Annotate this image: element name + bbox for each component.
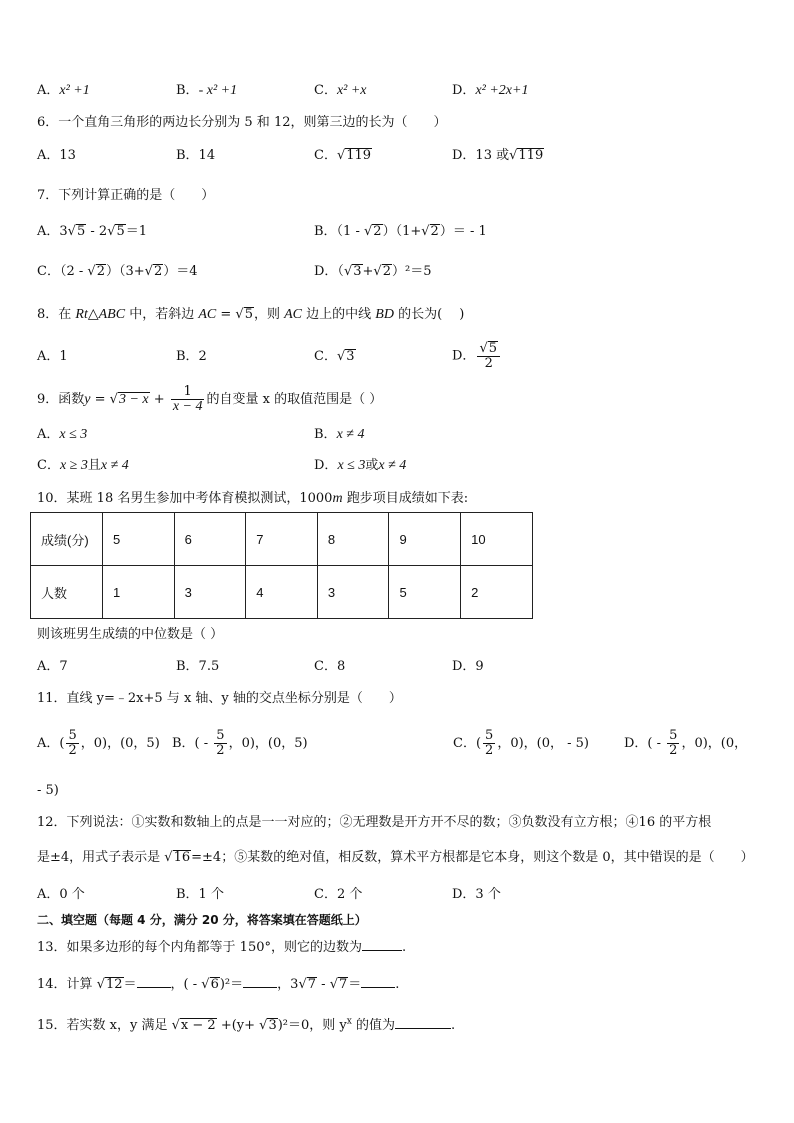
radicand: 12 xyxy=(105,977,123,992)
q8-option-b[interactable]: B．2 xyxy=(176,349,207,364)
table-cell: 1 xyxy=(102,566,174,619)
radicand: 2 xyxy=(96,264,105,279)
q11-option-d[interactable] xyxy=(624,729,747,758)
numerator: 1 xyxy=(171,385,205,400)
table-cell: 8 xyxy=(317,513,389,566)
q12-option-c[interactable]: C．2 个 xyxy=(314,887,363,902)
q5-option-a[interactable] xyxy=(37,82,90,100)
math-symbol: m xyxy=(332,491,343,506)
option-expr: x ≤ 3 xyxy=(337,458,366,473)
q9-option-a[interactable] xyxy=(37,426,87,444)
option-expr: - x² +1 xyxy=(198,83,238,98)
text: ＝ xyxy=(123,977,137,992)
text: )²＝0，则 y xyxy=(277,1018,347,1033)
score-table xyxy=(30,512,533,619)
option-label: D． xyxy=(452,348,476,364)
q9-option-c[interactable] xyxy=(37,457,129,475)
radical-sign: √ xyxy=(109,392,118,407)
radical-sign: √ xyxy=(235,307,244,322)
denominator: 2 xyxy=(216,743,225,758)
radicand: 7 xyxy=(338,977,348,992)
text: . xyxy=(402,940,407,955)
radical-sign: √ xyxy=(164,850,173,865)
q8-option-a[interactable]: A．1 xyxy=(37,349,68,364)
q12-option-a[interactable]: A．0 个 xyxy=(37,887,85,902)
option-expr: x ≠ 4 xyxy=(100,458,129,473)
text: 13．如果多边形的每个内角都等于 150°，则它的边数为 xyxy=(37,940,362,955)
table-cell: 成绩(分) xyxy=(31,513,103,566)
numerator: 5 xyxy=(485,728,494,743)
numerator: 5 xyxy=(669,728,678,743)
text: 10．某班 18 名男生参加中考体育模拟测试，1000 xyxy=(37,491,333,506)
denominator: 2 xyxy=(484,356,493,371)
text: ，0)，(0， xyxy=(681,736,748,751)
radical-sign: √ xyxy=(201,977,210,992)
math-symbol: Rt△ABC xyxy=(75,307,126,322)
option-label: C． xyxy=(314,148,337,163)
fraction xyxy=(66,729,78,758)
radicand: 2 xyxy=(430,224,439,239)
option-expr: x² +2x+1 xyxy=(475,83,529,98)
radical-sign: √ xyxy=(336,148,346,163)
answer-blank[interactable] xyxy=(395,1016,451,1029)
radical-sign: √ xyxy=(96,977,105,992)
table-cell: 3 xyxy=(174,566,246,619)
text: + xyxy=(362,264,374,279)
text: + xyxy=(149,392,169,407)
text: = xyxy=(90,392,110,407)
radical-sign: √ xyxy=(67,224,76,239)
q7-option-a[interactable] xyxy=(37,223,147,241)
option-label: D． xyxy=(452,83,476,98)
option-label: C． xyxy=(314,83,337,98)
denominator: 2 xyxy=(669,743,678,758)
text: C．（2 - xyxy=(37,264,88,279)
radical-sign: √ xyxy=(107,224,116,239)
text: 是±4，用式子表示是 xyxy=(37,850,165,865)
option-label: C． xyxy=(314,349,337,364)
radicand: 119 xyxy=(518,148,544,163)
text: ）（3+ xyxy=(105,264,145,279)
option-label: A． xyxy=(37,83,60,98)
radical-sign: √ xyxy=(479,341,488,356)
q11-option-a[interactable] xyxy=(37,729,160,758)
table-cell: 6 xyxy=(174,513,246,566)
q7-option-c[interactable] xyxy=(37,263,198,281)
table-cell: 2 xyxy=(461,566,533,619)
option-label: D．13 或 xyxy=(452,148,510,163)
q10-stem xyxy=(37,490,468,508)
text: B．( - xyxy=(172,736,213,751)
text: - 2 xyxy=(86,224,108,239)
text: 且 xyxy=(87,458,101,473)
table-cell: 5 xyxy=(102,513,174,566)
text: 或 xyxy=(365,458,379,473)
text: C．( xyxy=(453,736,482,751)
fraction xyxy=(171,385,205,414)
text: ，则 xyxy=(253,307,285,322)
q15-stem xyxy=(37,1016,455,1035)
q10-option-b[interactable]: B．7.5 xyxy=(176,659,220,674)
radicand: 2 xyxy=(373,224,382,239)
q5-option-b[interactable] xyxy=(176,82,237,100)
radical-sign: √ xyxy=(421,224,430,239)
text: +(y+ xyxy=(216,1018,260,1033)
q7-stem: 7．下列计算正确的是（ ） xyxy=(37,188,215,203)
q5-option-c[interactable] xyxy=(314,82,367,100)
q10-option-c[interactable]: C．8 xyxy=(314,659,346,674)
option-label: B． xyxy=(314,427,337,442)
radicand: 2 xyxy=(153,264,163,279)
text: 15．若实数 x，y 满足 xyxy=(37,1018,172,1033)
radical-sign: √ xyxy=(509,148,518,163)
radical-sign: √ xyxy=(171,1018,180,1033)
radical-sign: √ xyxy=(336,349,346,364)
option-expr: x² +1 xyxy=(59,83,90,98)
q12-stem-line1: 12．下列说法：①实数和数轴上的点是一一对应的；②无理数是开方开不尽的数；③负数没有立方根；④16 的平方根 xyxy=(37,815,712,830)
radicand: 3 xyxy=(346,349,355,364)
q12-option-d[interactable]: D．3 个 xyxy=(452,887,501,902)
q10-option-a[interactable]: A．7 xyxy=(37,659,68,674)
denominator: x − 4 xyxy=(172,399,203,414)
q9-option-b[interactable] xyxy=(314,426,364,444)
q13-stem xyxy=(37,938,406,957)
text: )²＝ xyxy=(219,977,244,992)
text: 的值为 xyxy=(351,1018,395,1033)
option-label: C． xyxy=(37,458,60,473)
table-cell: 人数 xyxy=(31,566,103,619)
text: . xyxy=(450,1018,456,1033)
fraction xyxy=(483,729,495,758)
superscript: x xyxy=(346,1016,352,1027)
text: ，0)，(0，5) xyxy=(80,736,160,751)
answer-blank[interactable] xyxy=(362,938,402,951)
radical-sign: √ xyxy=(373,264,382,279)
radical-sign: √ xyxy=(363,224,373,239)
table-cell: 4 xyxy=(246,566,318,619)
text: ）＝4 xyxy=(163,264,198,279)
radicand: 5 xyxy=(116,224,125,239)
option-expr: x² +x xyxy=(336,83,367,98)
radical-sign: √ xyxy=(259,1018,268,1033)
radicand: 3 xyxy=(353,264,362,279)
table-cell: 10 xyxy=(461,513,533,566)
text: 中，若斜边 xyxy=(125,307,199,322)
answer-blank[interactable] xyxy=(243,975,277,988)
fraction xyxy=(477,341,500,371)
text: ，( - xyxy=(170,977,202,992)
text: 跑步项目成绩如下表: xyxy=(342,491,469,506)
text: = xyxy=(216,307,236,322)
numerator xyxy=(477,341,500,357)
denominator: 2 xyxy=(485,743,494,758)
option-expr: x ≠ 4 xyxy=(336,427,365,442)
text: 的长为( ) xyxy=(393,307,465,322)
text: A．3 xyxy=(37,224,68,239)
q7-option-b[interactable] xyxy=(314,223,487,241)
q8-option-d[interactable] xyxy=(452,341,502,371)
option-label: A． xyxy=(37,427,60,442)
text: - xyxy=(317,977,330,992)
text: B．（1 - xyxy=(314,224,364,239)
q10-question: 则该班男生成绩的中位数是（ ） xyxy=(37,627,224,642)
radicand: 5 xyxy=(76,224,86,239)
text: 9．函数 xyxy=(37,392,85,407)
math-symbol: AC xyxy=(284,307,302,322)
math-symbol: y xyxy=(84,392,91,407)
radical-sign: √ xyxy=(87,264,96,279)
radicand: 119 xyxy=(346,148,372,163)
math-symbol: BD xyxy=(375,307,394,322)
radical-sign: √ xyxy=(343,264,353,279)
text: ，3 xyxy=(277,977,299,992)
q8-option-c[interactable] xyxy=(314,348,356,366)
q9-stem xyxy=(37,385,382,414)
section-heading: 二、填空题（每题 4 分，满分 20 分，将答案填在答题纸上） xyxy=(37,913,367,927)
math-symbol: AC xyxy=(198,307,217,322)
text: . xyxy=(395,977,400,992)
option-expr: x ≥ 3 xyxy=(59,458,88,473)
text: ）＝ - 1 xyxy=(439,224,487,239)
q6-option-b[interactable]: B．14 xyxy=(176,148,216,163)
text: A．( xyxy=(37,736,65,751)
text: ，0)，(0， - 5) xyxy=(497,736,589,751)
fraction xyxy=(667,729,679,758)
radicand: 2 xyxy=(382,264,391,279)
denominator: 2 xyxy=(68,743,77,758)
table-row xyxy=(31,566,533,619)
q12-stem-line2 xyxy=(37,849,754,867)
q12-option-b[interactable]: B．1 个 xyxy=(176,887,224,902)
radical-sign: √ xyxy=(329,977,338,992)
radical-sign: √ xyxy=(144,264,153,279)
answer-blank[interactable] xyxy=(137,975,171,988)
text: 的自变量 x 的取值范围是（ ） xyxy=(206,392,383,407)
q11-option-c[interactable] xyxy=(453,729,589,758)
option-expr: x ≤ 3 xyxy=(59,427,88,442)
q5-option-d[interactable] xyxy=(452,82,528,100)
radicand: 16 xyxy=(173,850,191,865)
radicand: 3 − x xyxy=(118,392,149,407)
radical-sign: √ xyxy=(298,977,307,992)
radicand: 5 xyxy=(488,341,498,356)
radicand: 5 xyxy=(244,307,253,322)
radicand: 6 xyxy=(210,977,219,992)
text: ）（1+ xyxy=(382,224,422,239)
q11-stem: 11．直线 y=﹣2x+5 与 x 轴、y 轴的交点坐标分别是（ ） xyxy=(37,691,402,706)
table-cell: 3 xyxy=(317,566,389,619)
q9-option-d[interactable] xyxy=(314,457,406,475)
option-expr: x ≠ 4 xyxy=(378,458,407,473)
text: D．（ xyxy=(314,264,344,279)
radicand: x − 2 xyxy=(180,1018,216,1033)
q10-option-d[interactable]: D．9 xyxy=(452,659,484,674)
table-cell: 7 xyxy=(246,513,318,566)
q11-option-d-continued: - 5) xyxy=(37,783,59,798)
numerator: 5 xyxy=(68,728,77,743)
radicand: 7 xyxy=(307,977,317,992)
q14-stem xyxy=(37,975,399,994)
text: 8．在 xyxy=(37,307,76,322)
q6-stem: 6．一个直角三角形的两边长分别为 5 和 12，则第三边的长为（ ） xyxy=(37,115,447,130)
text: 14．计算 xyxy=(37,977,97,992)
q11-option-b[interactable] xyxy=(172,729,308,758)
text: ＝1 xyxy=(125,224,148,239)
q7-option-d[interactable] xyxy=(314,263,431,281)
text: 边上的中线 xyxy=(302,307,376,322)
q6-option-a[interactable]: A．13 xyxy=(37,148,76,163)
radicand: 3 xyxy=(268,1018,277,1033)
option-label: D． xyxy=(314,458,338,473)
table-cell: 9 xyxy=(389,513,461,566)
q6-option-d[interactable] xyxy=(452,147,544,165)
text: ）²＝5 xyxy=(392,264,432,279)
q6-option-c[interactable] xyxy=(314,147,372,165)
q8-stem xyxy=(37,306,464,324)
text: D．( - xyxy=(624,736,666,751)
answer-blank[interactable] xyxy=(361,975,395,988)
text: ，0)，(0，5) xyxy=(228,736,308,751)
fraction xyxy=(214,729,226,758)
table-row xyxy=(31,513,533,566)
table-cell: 5 xyxy=(389,566,461,619)
option-label: B． xyxy=(176,83,199,98)
text: =±4；⑤某数的绝对值，相反数，算术平方根都是它本身，则这个数是 0，其中错误的是（ ） xyxy=(191,850,754,865)
text: ＝ xyxy=(348,977,362,992)
numerator: 5 xyxy=(216,728,225,743)
